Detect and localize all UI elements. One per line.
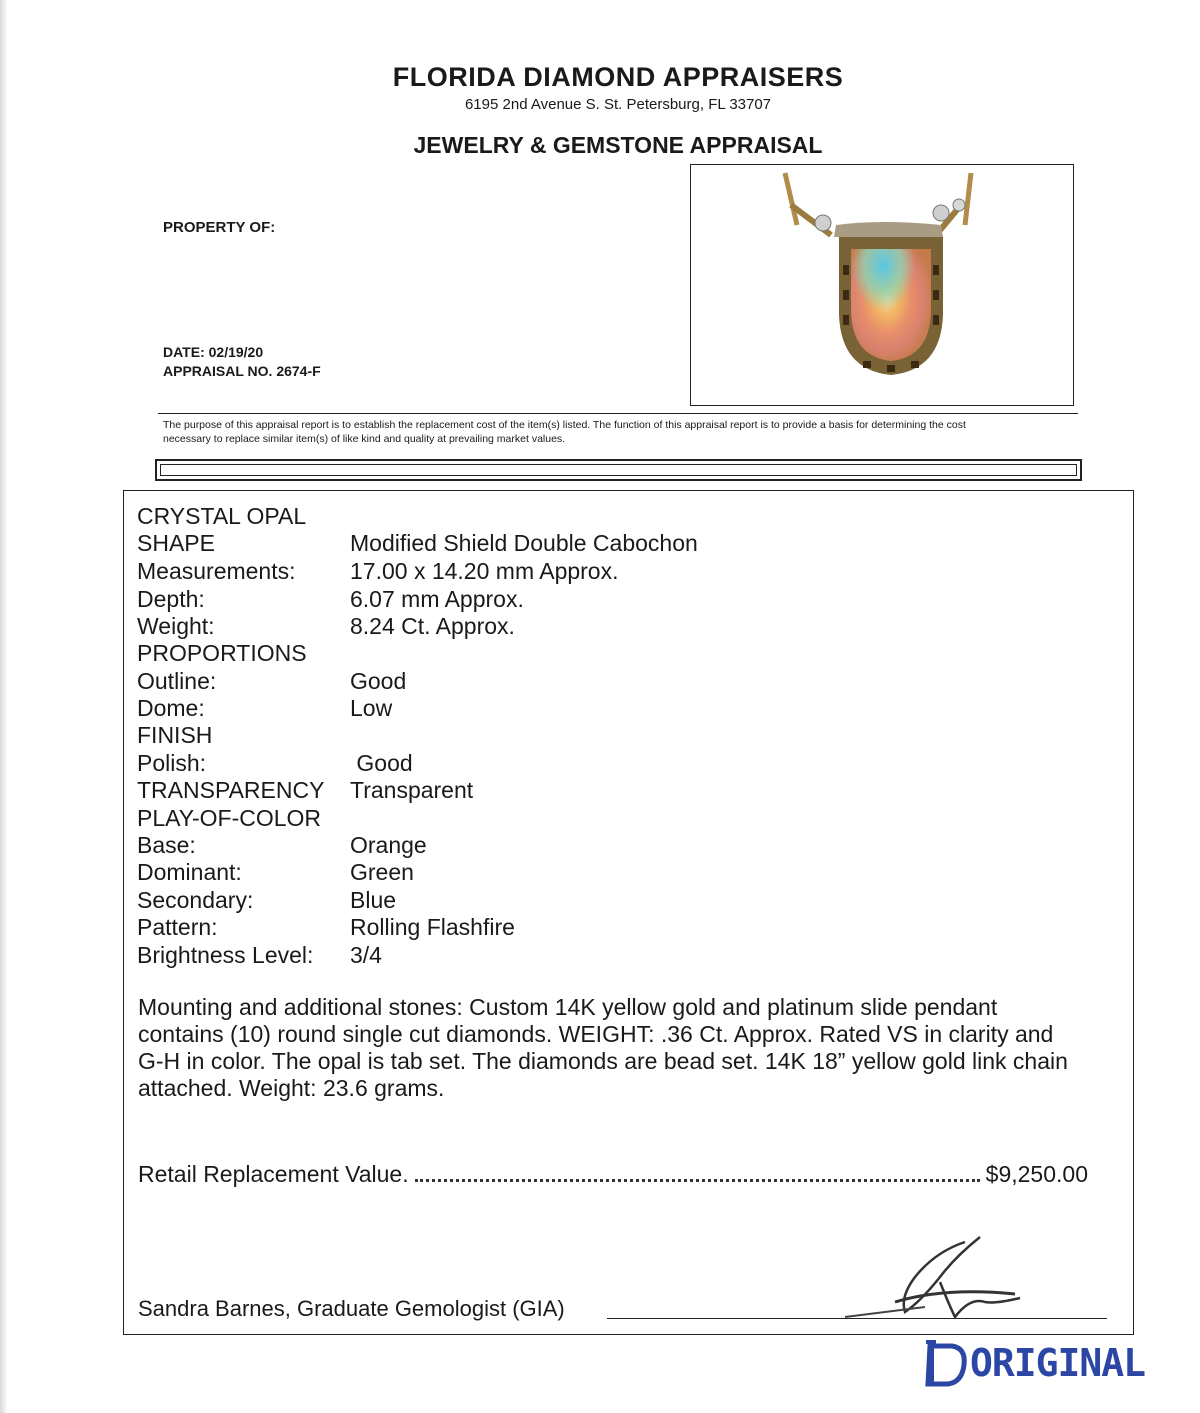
appraiser-name: Sandra Barnes, Graduate Gemologist (GIA) (138, 1296, 565, 1321)
company-address: 6195 2nd Avenue S. St. Petersburg, FL 33707 (464, 96, 772, 113)
spec-label: Depth: (137, 586, 205, 612)
spec-label: Base: (137, 832, 196, 858)
spec-label: Dominant: (137, 859, 242, 885)
purpose-line-1: The purpose of this appraisal report is to establish the replacement cost of the item(s) listed. The function of this appraisal report is to provide a basis for determining the cost (163, 419, 966, 431)
property-of-label: PROPERTY OF: (163, 219, 276, 236)
spec-label: PROPORTIONS (137, 640, 307, 666)
spec-value: Blue (350, 887, 397, 913)
spec-value: Good (350, 750, 413, 776)
spec-value: 3/4 (350, 942, 382, 968)
spec-label: Dome: (137, 695, 205, 721)
spec-value: Orange (350, 832, 427, 858)
spec-label: Weight: (137, 613, 215, 639)
spec-label: Pattern: (137, 914, 218, 940)
date-field: DATE: 02/19/20 (163, 344, 264, 360)
dot-leader (415, 1179, 980, 1182)
spec-value: Transparent (350, 777, 474, 803)
opal-pendant-image (691, 165, 1073, 405)
spec-value: 8.24 Ct. Approx. (350, 613, 515, 639)
appraisal-number: APPRAISAL NO. 2674-F (163, 363, 321, 379)
pendant-photo (690, 164, 1074, 406)
purpose-top-rule (158, 413, 1078, 414)
item-title-box (155, 459, 1082, 481)
mounting-line-4: attached. Weight: 23.6 grams. (138, 1075, 445, 1101)
purpose-line-2: necessary to replace similar item(s) of like kind and quality at prevailing market values. (163, 433, 566, 445)
spec-label: Polish: (137, 750, 207, 776)
spec-value: Rolling Flashfire (350, 914, 515, 940)
spec-value: Low (350, 695, 393, 721)
mounting-line-2: contains (10) round single cut diamonds. WEIGHT: .36 Ct. Approx. Rated VS in clarity and (138, 1021, 1054, 1047)
retail-replacement-row (138, 1158, 1088, 1188)
original-stamp-text: ORIGINAL (970, 1341, 1146, 1385)
spec-label: Outline: (137, 668, 217, 694)
spec-value: Modified Shield Double Cabochon (350, 530, 698, 556)
spec-label: Secondary: (137, 887, 254, 913)
spec-value: Good (350, 668, 407, 694)
spec-label: TRANSPARENCY (137, 777, 325, 803)
retail-value: $9,250.00 (985, 1161, 1088, 1187)
mounting-description (138, 994, 1118, 1102)
spec-label: Measurements: (137, 558, 296, 584)
mounting-line-3: G-H in color. The opal is tab set. The diamonds are bead set. 14K 18” yellow gold link chain (138, 1048, 1068, 1074)
company-name: FLORIDA DIAMOND APPRAISERS (392, 62, 844, 92)
spec-value: Green (350, 859, 414, 885)
spec-label: FINISH (137, 722, 213, 748)
original-stamp-icon (922, 1340, 970, 1390)
spec-label: SHAPE (137, 530, 215, 556)
scan-edge-shadow (0, 0, 8, 1413)
spec-label: CRYSTAL OPAL (137, 503, 307, 529)
document-title: JEWELRY & GEMSTONE APPRAISAL (413, 132, 823, 158)
mounting-line-1: Mounting and additional stones: Custom 14K yellow gold and platinum slide pendant (138, 994, 998, 1020)
spec-label: Brightness Level: (137, 942, 314, 968)
appraisal-details-box (123, 490, 1134, 1335)
purpose-statement (163, 418, 1083, 446)
spec-value: 17.00 x 14.20 mm Approx. (350, 558, 619, 584)
spec-label: PLAY-OF-COLOR (137, 805, 322, 831)
retail-label: Retail Replacement Value. (138, 1161, 409, 1187)
spec-value: 6.07 mm Approx. (350, 586, 524, 612)
handwritten-signature (835, 1232, 1035, 1327)
